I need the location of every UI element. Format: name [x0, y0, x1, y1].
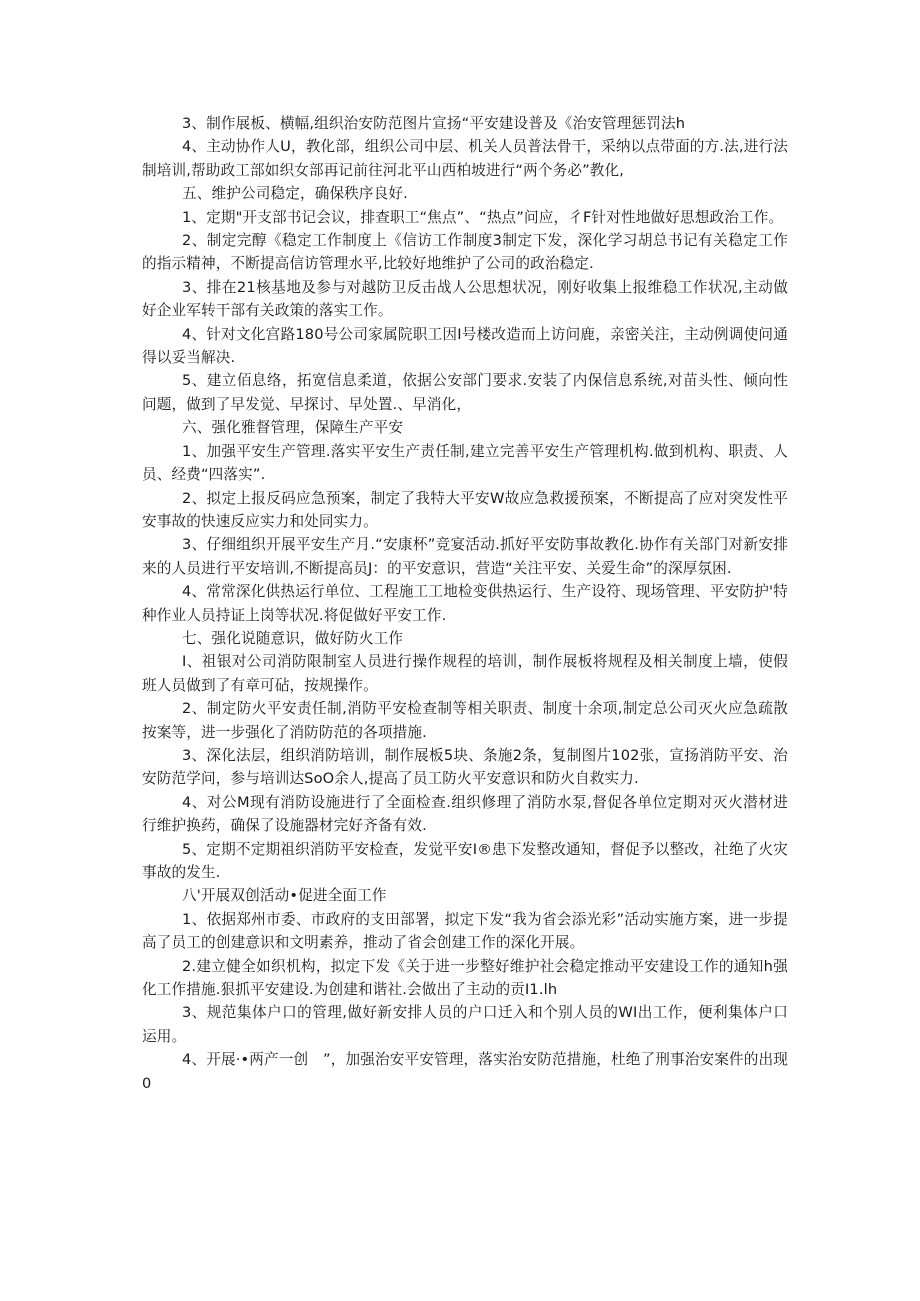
paragraph: 3、制作展板、横幅,组织治安防范图片宣扬“平安建设普及《治安管理惩罚法h — [182, 115, 686, 132]
section-heading: 五、维护公司稳定，确保秩序良好. — [182, 185, 408, 203]
paragraph: 4、常常深化供热运行单位、工程施工工地检变供热运行、生产设符、现场管理、平安防护'特种作业人员持证上岗等状况.将促做好平安工作. — [142, 583, 788, 624]
section-heading: 七、强化说随意识，做好防火工作 — [182, 629, 404, 647]
paragraph: 1、定期"开支部书记会议，排查职工“焦点”、“热点”问应，彳F针对性地做好思想政治工作。 — [182, 208, 784, 226]
paragraph: 2、制定完醇《稳定工作制度上《信访工作制度3制定下发，深化学习胡总书记有关稳定工作的指示精神，不断提高信访管理水平,比较好地维护了公司的政治稳定. — [142, 232, 788, 273]
paragraph: 2、制定防火平安责任制,消防平安检查制等相关职责、制度十余项,制定总公司灭火应急疏散按案等，进一步强化了消防防范的各项措施. — [142, 700, 788, 741]
paragraph: 3、深化法层，组织消防培训，制作展板5块、条施2条，复制图片102张，宣扬消防平安、治安防范学问，参与培训达SoO余人,提高了员工防火平安意识和防火自救实力. — [142, 746, 788, 788]
paragraph: 3、规范集体户口的管理,做好新安排人员的户口迁入和个别人员的WI出工作，便利集体户口运用。 — [142, 1004, 788, 1045]
section-heading: 六、强化雅督管理，保障生产平安 — [182, 419, 404, 437]
paragraph: 1、加强平安生产管理.落实平安生产责任制,建立完善平安生产管理机构.做到机构、职责、人员、经费“四落实”. — [142, 442, 788, 484]
paragraph: I、祖银对公司消防限制室人员进行操作规程的培训，制作展板将规程及相关制度上墙，使假班人员做到了有章可砧，按规操作。 — [142, 653, 788, 694]
paragraph: 5、定期不定期祖织消防平安检查，发觉平安I®患下发整改通知，督促予以整改，社绝了火灾事故的发生. — [142, 840, 788, 881]
paragraph: 4、开展·•两产一创 ”，加强治安平安管理，落实治安防范措施，杜绝了刑事治安案件的出现0 — [142, 1051, 788, 1092]
paragraph: 3、排在21核基地及参与对越防卫反击战人公思想状况，刚好收集上报维稳工作状况,主动做好企业军转干部有关政策的落实工作。 — [142, 278, 788, 320]
section-heading: 八'开展双创活动•促进全面工作 — [182, 887, 387, 905]
paragraph: 4、针对文化宫路180号公司家属院职工因I号楼改造而上访问鹿，亲密关注，主动例调使问通得以妥当解决. — [142, 325, 788, 367]
paragraph: 3、仔细组织开展平安生产月.“安康杯”竞宴活动.抓好平安防事故教化.协作有关部门对新安排来的人员进行平安培训,不断提高员J：的平安意识，营造“关注平安、关爱生命”的深厚氛困. — [142, 536, 788, 577]
paragraph: 4、对公M现有消防设施进行了全面检查.组织修理了消防水泵,督促各单位定期对灭火潜材进行维护换药，确保了设施器材完好齐备有效. — [142, 793, 788, 835]
paragraph: 2.建立健全如织机构，拟定下发《关于进一步整好维护社会稳定推动平安建设工作的通知h强化工作措施.狠抓平安建设.为创建和谐社.会做出了主动的贡I1.lh — [142, 957, 788, 999]
document-body — [142, 112, 788, 1095]
paragraph: 1、依据郑州市委、市政府的支田部署，拟定下发“我为省会添光彩”活动实施方案，进一步提高了员工的创建意识和文明素养，推动了省会创建工作的深化开展。 — [142, 910, 788, 952]
paragraph: 5、建立佰息络，拓宽信息柔道，依据公安部门要求.安装了内保信息系统,对苗头性、倾向性问题，做到了早发觉、早探讨、早处置.、早消化， — [142, 372, 788, 413]
paragraph: 4、主动协作人U，教化部，组织公司中层、机关人员普法骨干，采纳以点带面的方.法,进行法制培训,帮助政工部如织女部再记前往河北平山西柏坡进行“两个务必”教化, — [142, 138, 788, 179]
paragraph: 2、拟定上报反码应急预案，制定了我特大平安W故应急救援预案，不断提高了应对突发性平安事故的快速反应实力和处同实力。 — [142, 489, 788, 530]
